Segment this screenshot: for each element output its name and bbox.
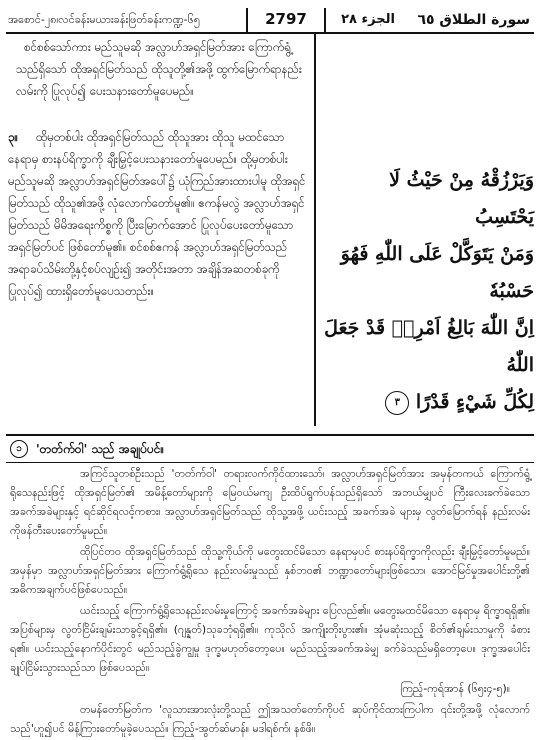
verse-number: ၃။ — [8, 130, 19, 144]
ayah-number-marker: ٣ — [385, 391, 409, 415]
arabic-line-4: لِكُلِّ شَيْءٍ قَدْرًا — [415, 391, 534, 413]
translation-column — [6, 34, 306, 434]
column-divider — [314, 34, 316, 426]
translation-paragraph-2-text: ထိုမှတစ်ပါး ထိုအရှင်မြတ်သည် ထိုသူအား ထိုသူ မထင်သောနေရာမှ စားနပ်ရိက္ခာကို ချီးမြှင့်ပေးသနားတော်မူပေမည်။ ထို့မှတစ်ပါး မည်သူမဆို အလ္လာဟ်အရှင်မြတ်အပေါ်၌ ယုံကြည်အားထားပါမူ ထိုအရှင်မြတ်သည် ထိုသူ၏အဖို့ လုံလောက်တော်မူ၏။ ဧကန်မလွဲ အလ္လာဟ်အရှင်မြတ်သည် မိမိအရေးကိစ္စကို ပြီးမြောက်အောင် ပြုလုပ်ပေးတော်မူသော အရှင်မြတ်ပင် ဖြစ်တော်မူ၏။ စင်စစ်ဧကန် အလ္လာဟ်အရှင်မြတ်သည် အရာခပ်သိမ်းတို့နှင့်စပ်လျဉ်း၍ အတိုင်းအတာ အချိန်အဆတစ်ခုကို ပြုလုပ်၍ ထားရှိတော်မူပေသတည်း။ — [8, 130, 306, 298]
section-number-badge: ၁ — [10, 440, 28, 458]
arabic-line-3: اِنَّ اللّٰهَ بَالِغُ اَمْرِهٖ قَدْ جَعَلَ اللّٰهُ — [324, 317, 534, 376]
page-header — [6, 6, 534, 34]
commentary-body — [10, 464, 530, 740]
commentary-heading — [6, 434, 534, 463]
arabic-line-1: وَيَرْزُقْهُ مِنْ حَيْثُ لَا يَحْتَسِبُ — [389, 169, 534, 228]
commentary-paragraph-1: အကြင်သူတစ်ဦးသည် 'တတ်က်ဝါ' တရားလက်ကိုင်ထားသော်၊ အလ္လာဟ်အရှင်မြတ်အား အမှန်တကယ် ကြောက်ရွံ့ရိုသေနည်းဖြင့် ထိုအရှင်မြတ်၏ အမိန့်တော်များကို မြေဝယ်မကျ ဦးထိပ်ရွက်ပန်သည်ရှိသော် အဘယ်မျှပင် ကြီးလေးခက်ခဲသော အခက်အခဲများနှင့် ရင်ဆိုင်ရလင့်ကစား၊ အလ္လာဟ်အရှင်မြတ်သည် ထိုသူ့အဖို့ ယင်းသည့် အခက်အခဲ များမှ လွတ်မြောက်ရန် နည်းလမ်းကိုဖန်တီးပေးတော်မူမည်။ — [10, 467, 530, 537]
translation-paragraph-2 — [8, 126, 306, 302]
translation-paragraph-1: စင်စစ်သော်ကား မည်သူမဆို အလ္လာဟ်အရှင်မြတ်အား ကြောက်ရွံ့သည်ရှိသော် ထိုအရှင်မြတ်သည် ထိုသူတို့၏အဖို့ ထွက်မြောက်ရာနည်းလမ်းကို ပြုလုပ်၍ ပေးသနားတော်မူပေမည်။ — [16, 40, 302, 98]
citation: ကြည့်-ကုရ်အာန် (၆၅း၄-၅)။ — [400, 682, 510, 695]
section-heading-text: 'တတ်က်ဝါ' သည် အချုပ်ပင်။ — [36, 442, 165, 456]
arabic-line-2: وَمَنْ يَتَوَكَّلْ عَلَى اللّٰهِ فَهُوَ حَسْبُهٗ — [340, 243, 534, 302]
surah-label: سورة الطلاق ٦٥ — [417, 12, 530, 28]
commentary-paragraph-3: ယင်းသည့် ကြောက်ရွံ့ရိုသေနည်းလမ်းမှုကြောင့် အခက်အခဲများ ပြေလည်၏။ မတွေးမထင်မိသော နေရာမှ ရိက္ခာရရှိ၏။ အပြစ်များမှ လွတ်ငြိမ်းချမ်းသာခွင့်ရရှိ၏။ (ဂျန္နတ်)သုခဘုံရရှိ၏။ ကုသိုလ် အကျိုးတိုးပွား၏။ အုံမဆုံးသည့် စိတ်၏ချမ်းသာမှုကို ခံစားရ၏။ ယင်းသည့်နောက်ပိုင်းတွင် မည်သည့်ခွဲကျွမှု ဒုက္ခမဟုတ်တော့ပေ။ မည်သည့်အခက်အခဲမျှ ခက်ခဲသည်မရှိတော့ပေ။ ဒုက္ခအပေါင်း ချုပ်ငြိမ်းသွားသည်သာ ဖြစ်ပေသည်။ — [10, 604, 530, 674]
commentary-paragraph-2: ထိုပြင်တဝ ထိုအရှင်မြတ်သည် ထိုသူ့ကိုယ်ကို မတွေးထင်မိသော နေရာမှပင် စားနပ်ရိက္ခာကိုလည်း ချီးမြှင့်တော်မူမည်။ အမှန်မှာ အလ္လာဟ်အရှင်မြတ်အား ကြောက်ရွံ့ရိုသေ နည်းလမ်းမှုသည် နှစ်ဘဝ၏ ဘဏ္ဍာတော်များဖြစ်သော၊ အောင်မြင်မှုအပေါင်းတို့၏ အဓိကအချက်ပင်ဖြစ်ပေသည်။ — [10, 545, 530, 596]
commentary-paragraph-4: တမန်တော်မြတ်က 'လူသားအားလုံးတို့သည် ဤအသတ်တော်ကိုပင် ဆုပ်ကိုင်ထားကြပါက ၎င်းတို့အဖို့ လုံလောက်သည်'ဟူ၍ပင် မိန့်ကြားတော်မူခဲ့ပေသည်။ ကြည့်-အွတ်ဆ်မာန်။ မဒါရစ်က်၊ နစ်ဖိ။ — [10, 703, 530, 735]
arabic-line-4-wrap — [324, 384, 534, 421]
juz-label: الجزء ٢٨ — [341, 12, 395, 27]
arabic-column — [324, 34, 534, 434]
arabic-verse — [324, 162, 534, 421]
page-number: 2797 — [246, 8, 326, 32]
chapter-title: အစောင်-၂၈၊လင်ခန်းမယားခန်းဖြတ်ခန်းကဏ္ဍ-၆၅ — [8, 13, 201, 26]
verse-section — [6, 34, 534, 434]
